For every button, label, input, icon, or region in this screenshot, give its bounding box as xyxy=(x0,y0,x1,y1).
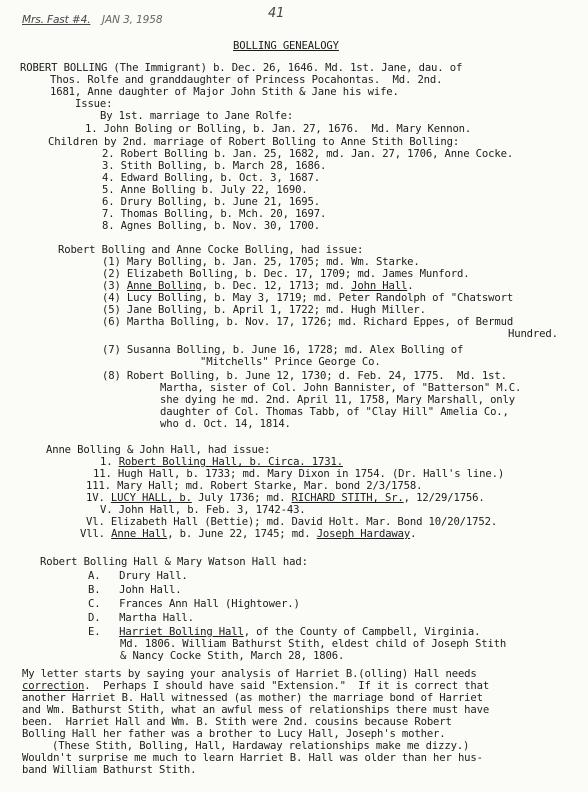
section-heading: Robert Bolling and Anne Cocke Bolling, had issue: xyxy=(58,244,364,256)
child-entry: 1. John Boling or Bolling, b. Jan. 27, 1676. Md. Mary Kennon. xyxy=(85,123,472,135)
child-entry: 8. Agnes Bolling, b. Nov. 30, 1700. xyxy=(102,220,320,232)
letter-line: been. Harriet Hall and Wm. B. Stith were 2nd. cousins because Robert xyxy=(22,716,452,728)
entry-number: (3) xyxy=(102,280,127,292)
entry-number: 1V. xyxy=(86,492,111,504)
issue-entry xyxy=(86,492,485,504)
entry-text: . xyxy=(410,528,417,540)
issue-entry: B. John Hall. xyxy=(88,584,182,596)
issue-entry-cont: Martha, sister of Col. John Bannister, of "Batterson" M.C. xyxy=(160,382,522,394)
issue-entry: C. Frances Ann Hall (Hightower.) xyxy=(88,598,300,610)
issue-entry: (8) Robert Bolling, b. June 12, 1730; d. Feb. 24, 1775. Md. 1st. xyxy=(102,370,507,382)
issue-label: Issue: xyxy=(75,98,113,110)
underlined-name: LUCY HALL, b. xyxy=(110,492,192,504)
underlined-name: Robert Bolling Hall, b. Circa. 1731. xyxy=(118,456,343,468)
intro-line: 1681, Anne daughter of Major John Stith & Jane his wife. xyxy=(50,86,399,98)
letter-line: (These Stith, Bolling, Hall, Hardaway relationships make me dizzy.) xyxy=(52,740,470,752)
entry-number: 1. xyxy=(100,456,119,468)
second-marriage-heading: Children by 2nd. marriage of Robert Bolling to Anne Stith Bolling: xyxy=(48,136,460,148)
issue-entry: Vl. Elizabeth Hall (Bettie); md. David Holt. Mar. Bond 10/20/1752. xyxy=(86,516,498,528)
issue-entry: A. Drury Hall. xyxy=(88,570,188,582)
underlined-name: Anne Hall xyxy=(111,528,168,540)
letter-line: My letter starts by saying your analysis of Harriet B.(olling) Hall needs xyxy=(22,668,477,680)
issue-entry: (1) Mary Bolling, b. Jan. 25, 1705; md. Wm. Starke. xyxy=(102,256,420,268)
letter-line: band William Bathurst Stith. xyxy=(22,764,197,776)
issue-entry-cont: Md. 1806. William Bathurst Stith, eldest child of Joseph Stith xyxy=(120,638,507,650)
issue-entry-cont: who d. Oct. 14, 1814. xyxy=(160,418,291,430)
entry-text: , of the County of Campbell, Virginia. xyxy=(243,626,481,638)
entry-number: Vll. xyxy=(80,528,112,540)
intro-line: Thos. Rolfe and granddaughter of Princess Pocahontas. Md. 2nd. xyxy=(50,74,443,86)
page-number: 41 xyxy=(268,6,285,21)
child-entry: 5. Anne Bolling b. July 22, 1690. xyxy=(102,184,308,196)
issue-entry: (6) Martha Bolling, b. Nov. 17, 1726; md. Richard Eppes, of Bermud xyxy=(102,316,514,328)
section-heading: Anne Bolling & John Hall, had issue: xyxy=(46,444,271,456)
issue-entry-cont: daughter of Col. Thomas Tabb, of "Clay Hill" Amelia Co., xyxy=(160,406,509,418)
issue-entry-cont: she dying he md. 2nd. April 11, 1758, Mary Marshall, only xyxy=(160,394,515,406)
issue-entry: 111. Mary Hall; md. Robert Starke, Mar. bond 2/3/1758. xyxy=(86,480,423,492)
issue-entry: (4) Lucy Bolling, b. May 3, 1719; md. Peter Randolph of "Chatswort xyxy=(102,292,514,304)
issue-entry-cont: Hundred. xyxy=(508,328,558,340)
child-entry: 3. Stith Bolling, b. March 28, 1686. xyxy=(102,160,327,172)
issue-entry: (2) Elizabeth Bolling, b. Dec. 17, 1709; md. James Munford. xyxy=(102,268,470,280)
underlined-name: RICHARD STITH, Sr. xyxy=(291,492,404,504)
issue-entry xyxy=(102,280,413,292)
section-heading: Robert Bolling Hall & Mary Watson Hall had: xyxy=(40,556,308,568)
issue-entry xyxy=(88,626,480,638)
letter-line: Wouldn't surprise me much to learn Harriet B. Hall was older than her hus- xyxy=(22,752,483,764)
handwritten-note: Mrs. Fast #4. xyxy=(22,14,91,26)
intro-line: ROBERT BOLLING (The Immigrant) b. Dec. 26, 1646. Md. 1st. Jane, dau. of xyxy=(20,62,463,74)
entry-text: , b. Dec. 12, 1713; md. xyxy=(201,280,352,292)
date-stamp: JAN 3, 1958 xyxy=(102,14,163,26)
issue-entry-cont: "Mitchells" Prince George Co. xyxy=(200,356,381,368)
issue-entry-cont: & Nancy Cocke Stith, March 28, 1806. xyxy=(120,650,345,662)
entry-text: , b. June 22, 1745; md. xyxy=(167,528,317,540)
issue-entry xyxy=(80,528,416,540)
child-entry: 2. Robert Bolling b. Jan. 25, 1682, md. Jan. 27, 1706, Anne Cocke. xyxy=(102,148,514,160)
entry-text: , 12/29/1756. xyxy=(403,492,485,504)
issue-entry: V. John Hall, b. Feb. 3, 1742-43. xyxy=(100,504,306,516)
issue-entry: (5) Jane Bolling, b. April 1, 1722; md. Hugh Miller. xyxy=(102,304,426,316)
letter-line: another Harriet B. Hall witnessed (as mother) the marriage bond of Harriet xyxy=(22,692,483,704)
entry-text: . xyxy=(407,280,414,292)
child-entry: 6. Drury Bolling, b. June 21, 1695. xyxy=(102,196,320,208)
entry-number: E. xyxy=(88,626,120,638)
issue-entry: (7) Susanna Bolling, b. June 16, 1728; md. Alex Bolling of xyxy=(102,344,464,356)
underlined-name: Joseph Hardaway xyxy=(316,528,411,540)
page-title: BOLLING GENEALOGY xyxy=(233,40,339,52)
underlined-name: Harriet Bolling Hall xyxy=(119,626,244,638)
entry-text: July 1736; md. xyxy=(191,492,292,504)
letter-text: . Perhaps I should have said "Extension." If it is correct that xyxy=(84,680,490,692)
underlined-word: correction xyxy=(22,680,85,692)
letter-line xyxy=(22,680,489,692)
issue-entry: D. Martha Hall. xyxy=(88,612,194,624)
underlined-name: Anne Bolling xyxy=(126,280,202,292)
child-entry: 4. Edward Bolling, b. Oct. 3, 1687. xyxy=(102,172,320,184)
issue-entry xyxy=(100,456,343,468)
first-marriage-heading: By 1st. marriage to Jane Rolfe: xyxy=(100,110,294,122)
underlined-name: John Hall xyxy=(351,280,408,292)
child-entry: 7. Thomas Bolling, b. Mch. 20, 1697. xyxy=(102,208,327,220)
letter-line: Bolling Hall her father was a brother to Lucy Hall, Joseph's mother. xyxy=(22,728,446,740)
letter-line: and Wm. Bathurst Stith, what an awful mess of relationships there must have xyxy=(22,704,490,716)
issue-entry: 11. Hugh Hall, b. 1733; md. Mary Dixon in 1754. (Dr. Hall's line.) xyxy=(93,468,505,480)
